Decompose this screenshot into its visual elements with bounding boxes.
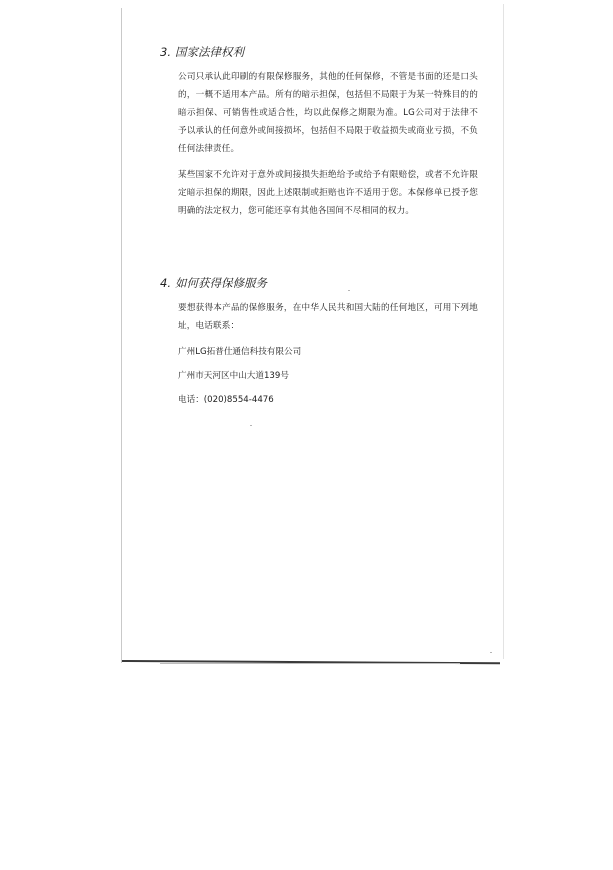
section-how-to-get-warranty-service [160, 275, 480, 415]
company-phone: 电话：(020)8554-4476 [178, 395, 274, 405]
paragraph: 要想获得本产品的保修服务，在中华人民共和国大陆的任何地区，可用下列地址，电话联系： [178, 303, 478, 331]
page-bottom-rule-shadow [160, 663, 460, 664]
scan-speck [250, 425, 252, 426]
section-title: 如何获得保修服务 [174, 276, 267, 290]
company-name: 广州LG拓普仕通信科技有限公司 [178, 347, 302, 357]
scan-speck [348, 290, 350, 291]
paragraph: 某些国家不允许对于意外或间接损失拒绝给予或给予有限赔偿，或者不允许限定暗示担保的期限，因此上述限制或拒赔也许不适用于您。本保修单已授予您明确的法定权力，您可能还享有其他各国间不尽相同的权力。 [178, 170, 478, 216]
paragraph: 公司只承认此印刷的有限保修服务，其他的任何保修，不管是书面的还是口头的，一概不适用本产品。所有的暗示担保，包括但不局限于为某一特殊目的的暗示担保、可销售性或适合性，均以此保修之期限为准。LG公司对于法律不予以承认的任何意外或间接损坏，包括但不局限于收益损失或商业亏损，不负任何法律责任。 [178, 72, 478, 154]
section-number: 3. [160, 45, 171, 59]
section-title: 国家法律权利 [174, 45, 244, 59]
section-national-legal-rights [160, 44, 480, 228]
section-heading [160, 275, 480, 291]
company-address: 广州市天河区中山大道139号 [178, 371, 289, 381]
scan-speck [490, 652, 492, 653]
section-number: 4. [160, 276, 171, 290]
section-heading [160, 44, 480, 60]
page-left-edge [121, 8, 122, 663]
page-right-edge [503, 4, 504, 659]
